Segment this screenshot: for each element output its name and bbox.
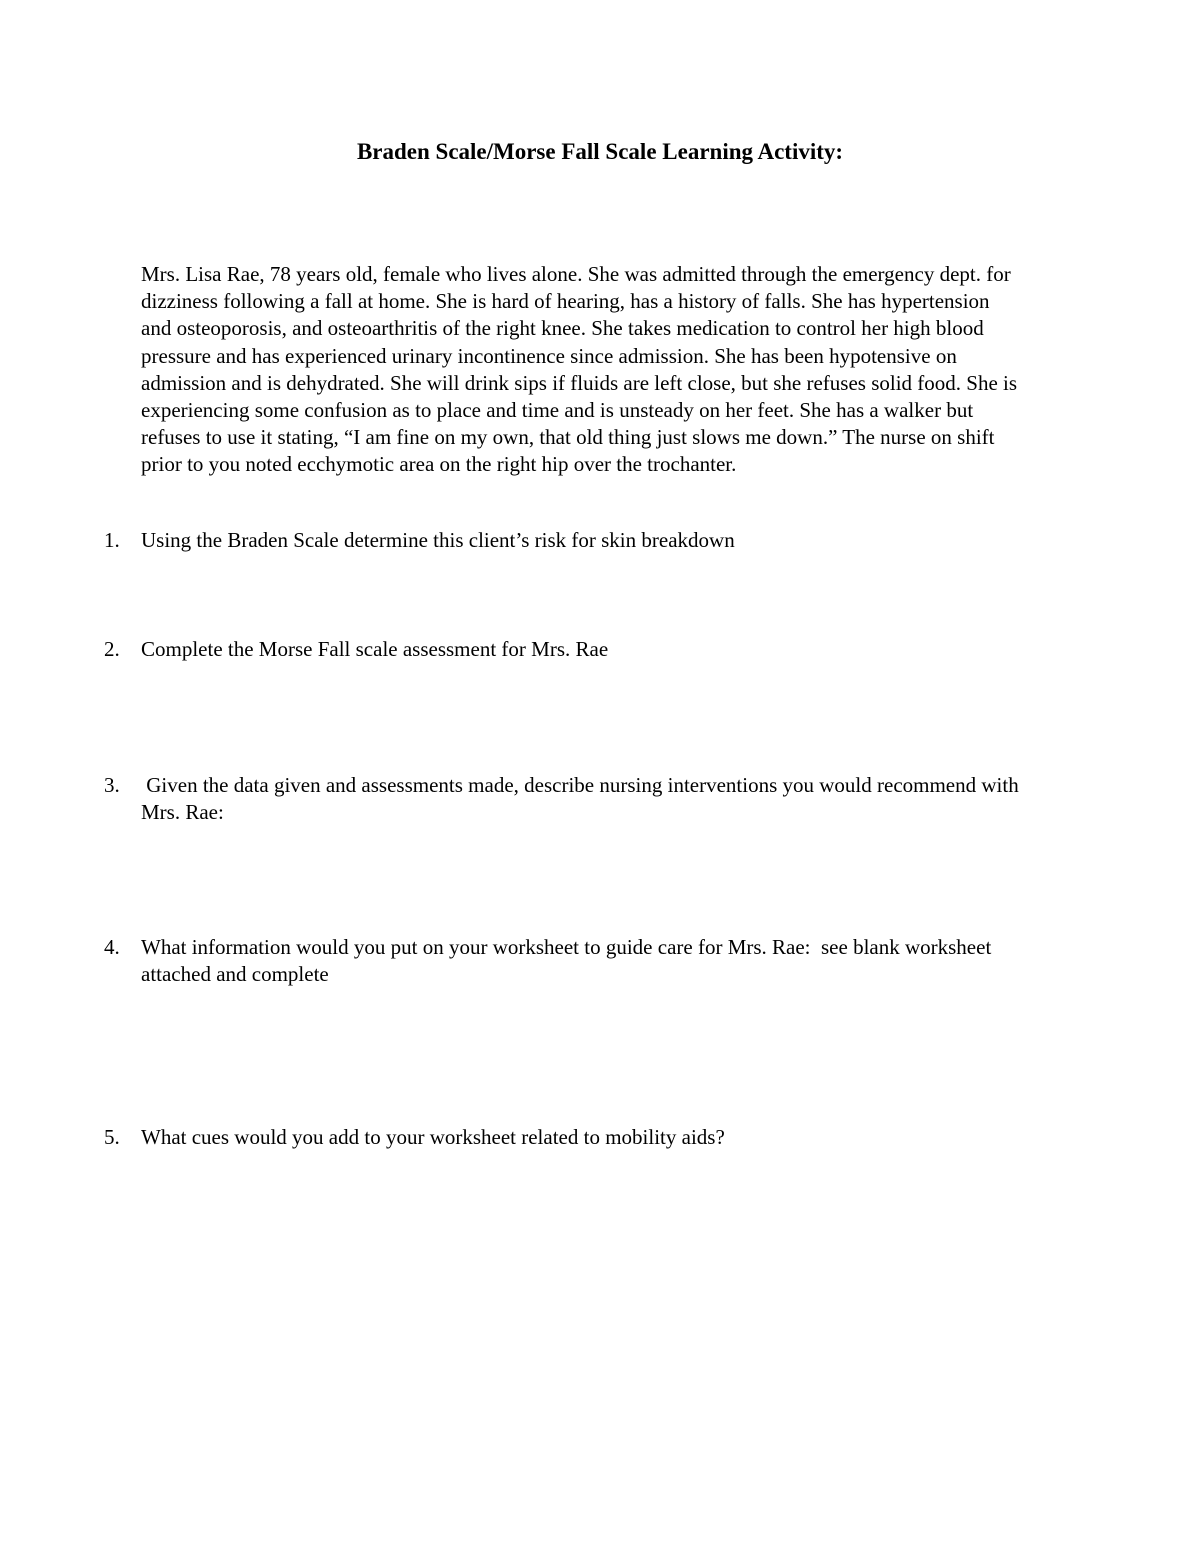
question-4 [104, 934, 1144, 988]
question-number: 1. [104, 528, 120, 552]
question-5 [104, 1124, 1144, 1151]
question-text [141, 1124, 1144, 1151]
scenario-line: Mrs. Lisa Rae, 78 years old, female who lives alone. She was admitted through the emergency dept. for [141, 262, 1011, 286]
scenario-line: experiencing some confusion as to place and time and is unsteady on her feet. She has a walker but [141, 398, 974, 423]
document-title: Braden Scale/Morse Fall Scale Learning Activity: [356, 139, 844, 164]
scenario-line: refuses to use it stating, “I am fine on my own, that old thing just slows me down.” The nurse on shift [141, 425, 995, 450]
question-line: Given the data given and assessments made, describe nursing interventions you would recommend with [141, 773, 1019, 797]
question-line: Mrs. Rae: [141, 800, 224, 825]
question-text [141, 636, 1144, 663]
scenario-line: and osteoporosis, and osteoarthritis of the right knee. She takes medication to control her high blood [141, 316, 984, 341]
question-text [141, 772, 1144, 826]
scenario-line: pressure and has experienced urinary incontinence since admission. She has been hypotensive on [141, 343, 957, 368]
question-2 [104, 636, 1144, 663]
scenario-line: admission and is dehydrated. She will drink sips if fluids are left close, but she refuses solid food. She is [141, 370, 1018, 395]
question-line: What information would you put on your worksheet to guide care for Mrs. Rae: see blank worksheet [141, 935, 992, 959]
scenario-line: dizziness following a fall at home. She is hard of hearing, has a history of falls. She has hypertension [141, 289, 990, 314]
question-line: What cues would you add to your worksheet related to mobility aids? [141, 1125, 725, 1149]
question-number: 3. [104, 773, 120, 797]
question-number: 4. [104, 935, 120, 959]
scenario-line: prior to you noted ecchymotic area on the right hip over the trochanter. [141, 452, 737, 477]
question-3 [104, 772, 1144, 826]
question-number: 2. [104, 637, 120, 661]
question-line: Complete the Morse Fall scale assessment for Mrs. Rae [141, 637, 609, 661]
case-scenario-paragraph [141, 261, 1136, 479]
question-1 [104, 527, 1144, 554]
question-line: Using the Braden Scale determine this client’s risk for skin breakdown [141, 528, 735, 552]
question-text [141, 527, 1144, 554]
question-line: attached and complete [141, 962, 329, 987]
question-number: 5. [104, 1125, 120, 1149]
question-text [141, 934, 1144, 988]
